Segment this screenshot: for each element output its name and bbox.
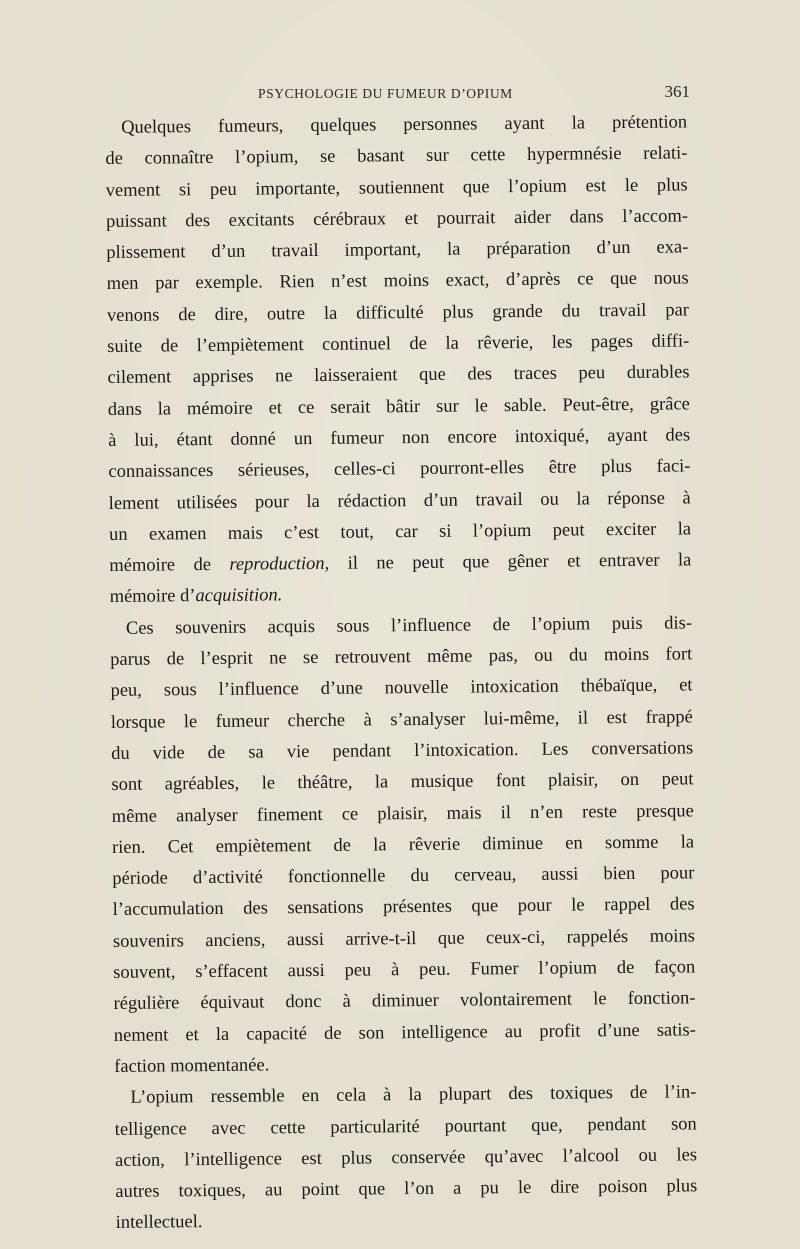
text-run: mémoire d’ bbox=[109, 586, 196, 608]
text-line: Ces souvenirs acquis sous l’influence de l’opium puis dis- bbox=[125, 613, 693, 639]
text-run: mémoire de bbox=[109, 554, 230, 577]
page-number: 361 bbox=[664, 82, 690, 101]
page-header bbox=[118, 82, 690, 106]
text-line bbox=[109, 546, 691, 583]
text-line: telligence avec cette particularité pourtant que, pendant son bbox=[114, 1113, 697, 1140]
text-line: connaissances sérieuses, celles-ci pourront-elles être plus faci- bbox=[108, 456, 691, 483]
text-line: autres toxiques, au point que l’on a pu le dire poison plus bbox=[115, 1176, 698, 1203]
text-line: parus de l’esprit ne se retrouvent même pas, ou du moins fort bbox=[110, 644, 693, 671]
text-line: du vide de sa vie pendant l’intoxication. Les conversations bbox=[111, 738, 694, 764]
text-line: suite de l’empiètement continuel de la rêverie, les pages diffi- bbox=[107, 331, 690, 358]
text-line: action, l’intelligence est plus conservée qu’avec l’alcool ou les bbox=[114, 1145, 698, 1171]
text-line: cilement apprises ne laisseraient que des traces peu durables bbox=[107, 362, 690, 389]
text-line: lorsque le fumeur cherche à s’analyser lui-même, il est frappé bbox=[110, 707, 693, 733]
body-text bbox=[105, 107, 698, 1239]
text-line: nement et la capacité de son intelligence au profit d’une satis- bbox=[113, 1019, 696, 1046]
text-line: men par exemple. Rien n’est moins exact, d’après ce que nous bbox=[106, 268, 689, 295]
text-line: intellectuel. bbox=[115, 1212, 203, 1234]
text-line: faction momentanée. bbox=[114, 1055, 270, 1077]
italic-term: acquisition. bbox=[195, 585, 283, 607]
text-line: l’accumulation des sensations présentes que pour le rappel des bbox=[112, 894, 695, 921]
text-line: venons de dire, outre la difficulté plus grande du travail par bbox=[106, 300, 690, 326]
text-line: dans la mémoire et ce serait bâtir sur le sable. Peut-être, grâce bbox=[107, 394, 690, 420]
text-line: même analyser finement ce plaisir, mais il n’en reste presque bbox=[111, 800, 694, 827]
text-line: peu, sous l’influence d’une nouvelle intoxication thébaïque, et bbox=[110, 675, 693, 702]
text-line: de connaître l’opium, se basant sur cette hypermnésie relati- bbox=[105, 143, 688, 170]
text-line: sont agréables, le théâtre, la musique font plaisir, on peut bbox=[111, 769, 694, 796]
text-line: période d’activité fonctionnelle du cerveau, aussi bien pour bbox=[112, 863, 695, 890]
italic-term: reproduction, bbox=[229, 554, 330, 575]
text-line: souvent, s’effacent aussi peu à peu. Fumer l’opium de façon bbox=[113, 957, 696, 983]
text-line: régulière équivaut donc à diminuer volontairement le fonction- bbox=[113, 988, 696, 1015]
text-run: il ne peut que gêner et entraver la bbox=[329, 550, 692, 575]
text-line: rien. Cet empiètement de la rêverie diminue en somme la bbox=[111, 832, 695, 858]
text-line: souvenirs anciens, aussi arrive-t-il que ceux-ci, rappelés moins bbox=[112, 926, 696, 952]
text-line: L’opium ressemble en cela à la plupart des toxiques de l’in- bbox=[130, 1082, 697, 1109]
text-line: puissant des excitants cérébraux et pourrait aider dans l’accom- bbox=[105, 206, 689, 232]
text-line: lement utilisées pour la rédaction d’un travail ou la réponse à bbox=[108, 487, 691, 514]
text-line: plissement d’un travail important, la préparation d’un exa- bbox=[106, 237, 689, 264]
text-line: vement si peu importante, soutiennent que l’opium est le plus bbox=[105, 175, 688, 201]
text-line: un examen mais c’est tout, car si l’opium peut exciter la bbox=[108, 519, 692, 545]
running-title: PSYCHOLOGIE DU FUMEUR D’OPIUM bbox=[258, 86, 513, 101]
text-line: à lui, étant donné un fumeur non encore intoxiqué, ayant des bbox=[108, 425, 691, 451]
text-line: Quelques fumeurs, quelques personnes ayant la prétention bbox=[121, 112, 688, 138]
